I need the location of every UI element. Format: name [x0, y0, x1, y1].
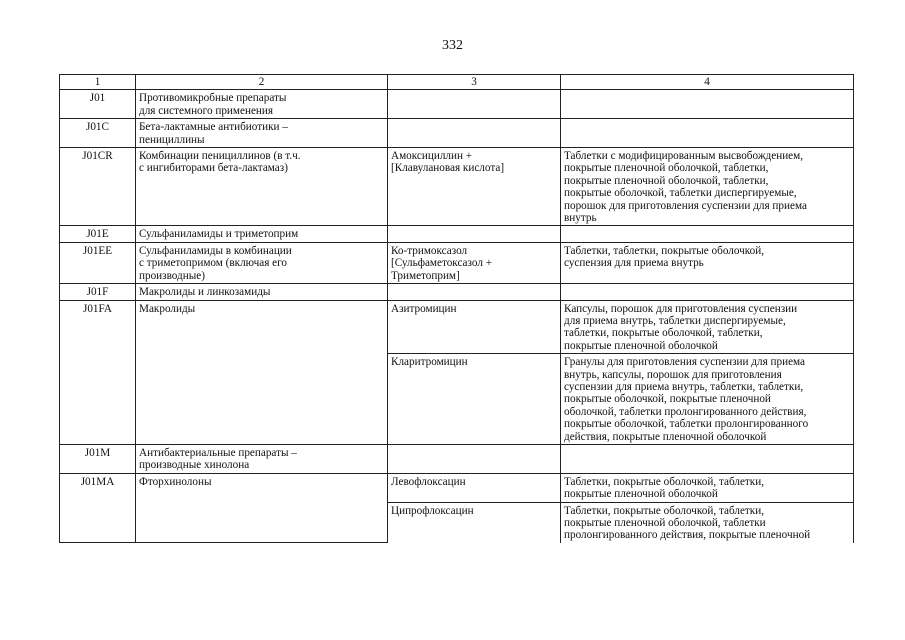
table-row: [60, 242, 854, 283]
group-name: Комбинации пенициллинов (в т.ч. с ингибиторами бета-лактамаз): [136, 148, 388, 226]
group-name: Противомикробные препараты для системного применения: [136, 90, 388, 119]
atc-code: J01FA: [60, 300, 136, 444]
atc-code: J01F: [60, 284, 136, 300]
atc-code: J01M: [60, 444, 136, 473]
drug-name: Ципрофлоксацин: [388, 502, 561, 543]
table-row: [60, 226, 854, 242]
page-number: 332: [442, 38, 463, 53]
dosage-form: Таблетки, покрытые оболочкой, таблетки, покрытые пленочной оболочкой, таблетки пролонгированного действия, покрытые пленочной: [561, 502, 854, 543]
drug-name: [388, 119, 561, 148]
dosage-form: [561, 444, 854, 473]
header-col-1: 1: [60, 75, 136, 90]
header-row: [60, 75, 854, 90]
drug-name: [388, 90, 561, 119]
header-col-2: 2: [136, 75, 388, 90]
atc-code: J01CR: [60, 148, 136, 226]
group-name: Антибактериальные препараты – производные хинолона: [136, 444, 388, 473]
table-row: [60, 473, 854, 502]
drug-name: Амоксициллин + [Клавулановая кислота]: [388, 148, 561, 226]
group-name: Макролиды и линкозамиды: [136, 284, 388, 300]
drug-name: [388, 226, 561, 242]
drug-name: Ко-тримоксазол [Сульфаметоксазол + Триметоприм]: [388, 242, 561, 283]
table-row: [60, 444, 854, 473]
group-name: Фторхинолоны: [136, 473, 388, 543]
atc-code: J01EE: [60, 242, 136, 283]
dosage-form: [561, 226, 854, 242]
header-col-4: 4: [561, 75, 854, 90]
atc-code: J01: [60, 90, 136, 119]
table-row: [60, 119, 854, 148]
group-name: Сульфаниламиды в комбинации с триметопримом (включая его производные): [136, 242, 388, 283]
atc-code: J01E: [60, 226, 136, 242]
dosage-form: Таблетки, покрытые оболочкой, таблетки, покрытые пленочной оболочкой: [561, 473, 854, 502]
header-col-3: 3: [388, 75, 561, 90]
table-row: [60, 284, 854, 300]
drug-name: [388, 284, 561, 300]
dosage-form: [561, 284, 854, 300]
table-row: [60, 148, 854, 226]
group-name: Бета-лактамные антибиотики – пенициллины: [136, 119, 388, 148]
dosage-form: Таблетки, таблетки, покрытые оболочкой, суспензия для приема внутрь: [561, 242, 854, 283]
drug-table: [59, 74, 854, 543]
drug-name: Левофлоксацин: [388, 473, 561, 502]
group-name: Макролиды: [136, 300, 388, 444]
drug-name: Кларитромицин: [388, 354, 561, 445]
dosage-form: [561, 90, 854, 119]
dosage-form: Таблетки с модифицированным высвобождением, покрытые пленочной оболочкой, таблетки, покрытые пленочной оболочкой, таблетки, покрытые оболочкой, таблетки диспергируемые, порошок для приготовления суспензии для приема внутрь: [561, 148, 854, 226]
group-name: Сульфаниламиды и триметоприм: [136, 226, 388, 242]
dosage-form: [561, 119, 854, 148]
table-row: [60, 90, 854, 119]
dosage-form: Капсулы, порошок для приготовления суспензии для приема внутрь, таблетки диспергируемые, таблетки, покрытые оболочкой, таблетки, покрытые пленочной оболочкой: [561, 300, 854, 354]
drug-name: [388, 444, 561, 473]
dosage-form: Гранулы для приготовления суспензии для приема внутрь, капсулы, порошок для приготовления суспензии для приема внутрь, таблетки, таблетки, покрытые оболочкой, покрытые пленочной оболочкой, таблетки пролонгированного действия, покрытые оболочкой, таблетки пролонгированного действия, покрытые пленочной оболочкой: [561, 354, 854, 445]
atc-code: J01C: [60, 119, 136, 148]
table-row: [60, 300, 854, 354]
drug-name: Азитромицин: [388, 300, 561, 354]
atc-code: J01MA: [60, 473, 136, 543]
